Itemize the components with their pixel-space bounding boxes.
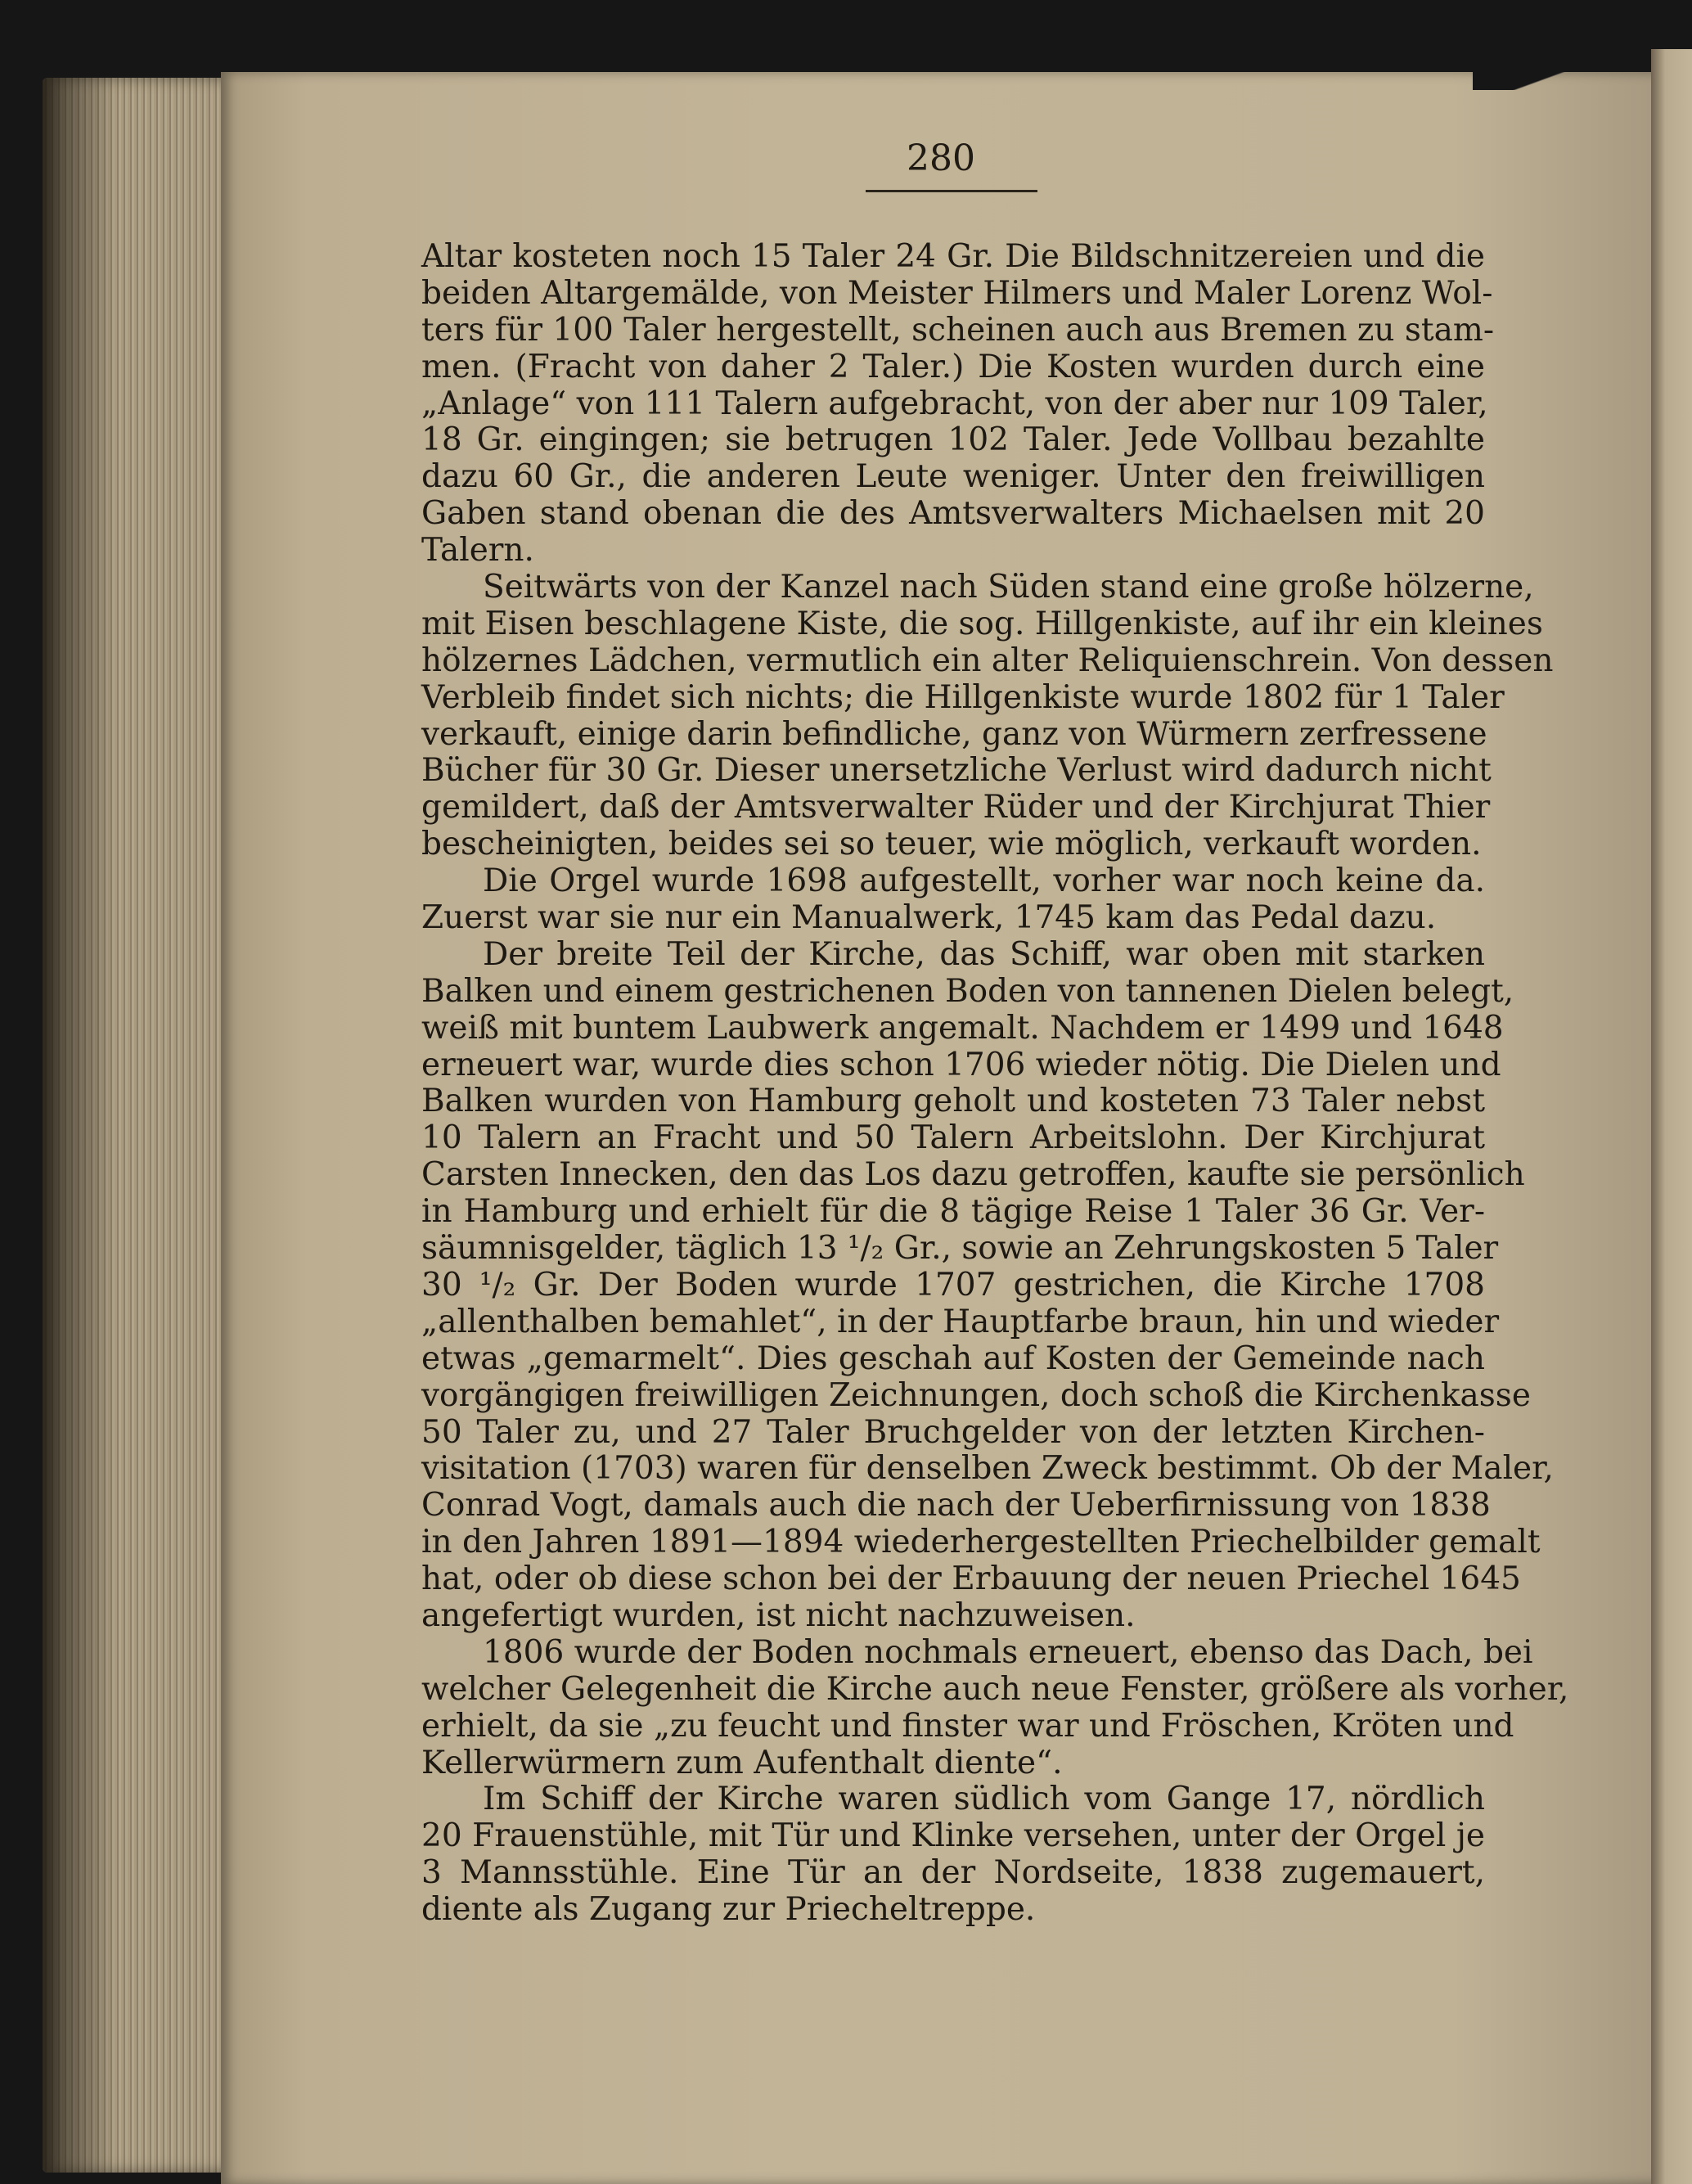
- text-line: welcher Gelegenheit die Kirche auch neue Fenster, größere als vorher,: [421, 1670, 1569, 1708]
- text-line: 10 Talern an Fracht und 50 Talern Arbeitslohn. Der Kirchjurat: [421, 1119, 1485, 1157]
- page-number: 280: [907, 137, 975, 179]
- text-line: hölzernes Lädchen, vermutlich ein alter Reliquienschrein. Von dessen: [421, 642, 1554, 679]
- text-line: Talern.: [421, 532, 534, 570]
- text-line: 18 Gr. eingingen; sie betrugen 102 Taler. Jede Vollbau bezahlte: [421, 421, 1485, 459]
- text-line: Der breite Teil der Kirche, das Schiff, war oben mit starken: [483, 935, 1485, 973]
- facing-page-edge: [1651, 49, 1692, 2184]
- text-line: „allenthalben bemahlet“, in der Hauptfarbe braun, hin und wieder: [421, 1303, 1500, 1340]
- body-text: [421, 238, 1569, 1929]
- text-line: Balken und einem gestrichenen Boden von tannenen Dielen belegt,: [421, 972, 1514, 1010]
- text-line: 30 ¹/₂ Gr. Der Boden wurde 1707 gestrichen, die Kirche 1708: [421, 1266, 1485, 1304]
- text-line: angefertigt wurden, ist nicht nachzuweisen.: [421, 1596, 1136, 1634]
- text-line: Seitwärts von der Kanzel nach Süden stand eine große hölzerne,: [483, 569, 1534, 606]
- book-edge-shadow: [43, 78, 116, 2173]
- text-line: in Hamburg und erhielt für die 8 tägige Reise 1 Taler 36 Gr. Ver-: [421, 1193, 1485, 1231]
- text-line: dazu 60 Gr., die anderen Leute weniger. Unter den freiwilligen: [421, 458, 1485, 496]
- text-line: verkauft, einige darin befindliche, ganz von Würmern zerfressene: [421, 715, 1487, 753]
- text-line: visitation (1703) waren für denselben Zweck bestimmt. Ob der Maler,: [421, 1450, 1554, 1488]
- text-line: Altar kosteten noch 15 Taler 24 Gr. Die Bildschnitzereien und die: [421, 238, 1485, 275]
- text-line: Zuerst war sie nur ein Manualwerk, 1745 kam das Pedal dazu.: [421, 899, 1437, 937]
- text-line: Kellerwürmern zum Aufenthalt diente“.: [421, 1744, 1063, 1781]
- text-line: Carsten Innecken, den das Los dazu getroffen, kaufte sie persönlich: [421, 1156, 1525, 1194]
- text-line: „Anlage“ von 111 Talern aufgebracht, von der aber nur 109 Taler,: [421, 385, 1488, 422]
- text-line: etwas „gemarmelt“. Dies geschah auf Kosten der Gemeinde nach: [421, 1340, 1485, 1377]
- text-line: 20 Frauenstühle, mit Tür und Klinke versehen, unter der Orgel je: [421, 1817, 1485, 1855]
- text-line: in den Jahren 1891—1894 wiederhergestellten Priechelbilder gemalt: [421, 1524, 1541, 1561]
- text-line: mit Eisen beschlagene Kiste, die sog. Hillgenkiste, auf ihr ein kleines: [421, 605, 1543, 642]
- text-line: hat, oder ob diese schon bei der Erbauung der neuen Priechel 1645: [421, 1560, 1521, 1598]
- text-line: ters für 100 Taler hergestellt, scheinen auch aus Bremen zu stam-: [421, 311, 1494, 349]
- text-line: 1806 wurde der Boden nochmals erneuert, ebenso das Dach, bei: [483, 1633, 1533, 1671]
- text-line: erhielt, da sie „zu feucht und finster war und Fröschen, Kröten und: [421, 1707, 1514, 1745]
- text-line: 3 Mannsstühle. Eine Tür an der Nordseite, 1838 zugemauert,: [421, 1854, 1485, 1892]
- text-line: 50 Taler zu, und 27 Taler Bruchgelder von der letzten Kirchen-: [421, 1413, 1485, 1451]
- text-line: vorgängigen freiwilligen Zeichnungen, doch schoß die Kirchenkasse: [421, 1376, 1531, 1414]
- text-line: Conrad Vogt, damals auch die nach der Ueberfirnissung von 1838: [421, 1487, 1491, 1524]
- text-line: Bücher für 30 Gr. Dieser unersetzliche Verlust wird dadurch nicht: [421, 752, 1492, 790]
- text-line: bescheinigten, beides sei so teuer, wie möglich, verkauft worden.: [421, 826, 1482, 863]
- text-line: Verbleib findet sich nichts; die Hillgenkiste wurde 1802 für 1 Taler: [421, 678, 1505, 716]
- text-line: Balken wurden von Hamburg geholt und kosteten 73 Taler nebst: [421, 1083, 1485, 1120]
- text-line: men. (Fracht von daher 2 Taler.) Die Kosten wurden durch eine: [421, 348, 1485, 385]
- text-line: säumnisgelder, täglich 13 ¹/₂ Gr., sowie an Zehrungskosten 5 Taler: [421, 1230, 1499, 1268]
- text-line: erneuert war, wurde dies schon 1706 wieder nötig. Die Dielen und: [421, 1046, 1501, 1083]
- header-rule: [866, 190, 1037, 192]
- text-line: Gaben stand obenan die des Amtsverwalters Michaelsen mit 20: [421, 495, 1485, 533]
- text-line: gemildert, daß der Amtsverwalter Rüder und der Kirchjurat Thier: [421, 789, 1491, 826]
- text-line: Die Orgel wurde 1698 aufgestellt, vorher war noch keine da.: [483, 862, 1485, 900]
- text-line: beiden Altargemälde, von Meister Hilmers und Maler Lorenz Wol-: [421, 274, 1493, 312]
- text-line: Im Schiff der Kirche waren südlich vom Gange 17, nördlich: [483, 1781, 1485, 1818]
- page-corner: [1473, 25, 1692, 90]
- text-line: diente als Zugang zur Priecheltreppe.: [421, 1891, 1036, 1929]
- text-line: weiß mit buntem Laubwerk angemalt. Nachdem er 1499 und 1648: [421, 1009, 1504, 1047]
